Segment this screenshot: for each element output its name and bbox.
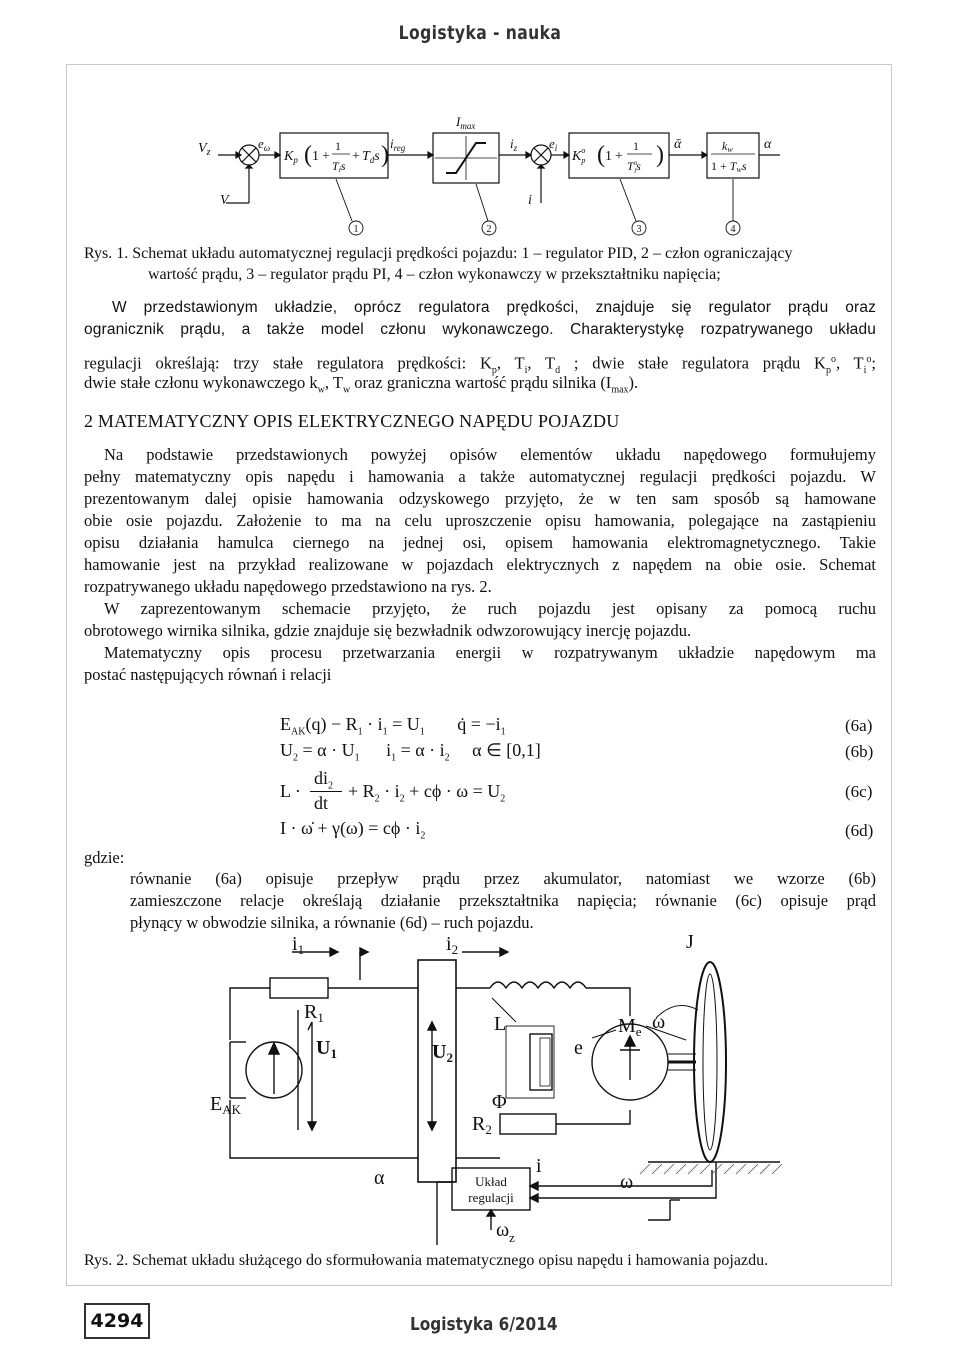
sub-kpo: p — [825, 364, 831, 376]
para1-l4a: dwie stałe członu wykonawczego k — [84, 373, 318, 392]
eq6c-rest-group — [348, 781, 505, 805]
sub-ti: i — [524, 364, 528, 376]
pi-ti-sub: i — [634, 167, 637, 175]
svg-text:): ) — [656, 142, 664, 168]
fig2-i2-sub: 2 — [451, 942, 459, 957]
pi-ti-sup: o — [633, 159, 638, 167]
label-ei-sub: i — [554, 143, 558, 153]
s2p2-line-1: W zaprezentowanym schemacie przyjęto, że ruch pojazdu jest opisany za pomocą ruchu — [104, 599, 876, 618]
pid-td-s: s — [374, 149, 380, 164]
svg-text:Kop — [571, 146, 585, 165]
para1-l3c: , T — [527, 353, 556, 373]
pid-num: 1 — [335, 139, 341, 153]
marker-1: 1 — [353, 224, 359, 235]
label-imax: I — [456, 114, 461, 129]
s2p1-line-3: prezentowanym dalej opisie hamowania odzyskowego przyjęto, że w ten sam sposób są hamowane — [84, 489, 876, 508]
eq6b-u1: 1 — [354, 752, 360, 764]
pid-td: T — [362, 149, 370, 164]
fig2-eak-sub: AK — [222, 1102, 241, 1117]
label-iz: i — [510, 136, 514, 151]
svg-text:iz — [510, 136, 518, 153]
fig2-omega: ω — [620, 1171, 634, 1193]
para1-l3a: regulacji określają: trzy stałe regulatora prędkości: K — [84, 353, 492, 373]
exec-tw-sub: w — [736, 165, 742, 174]
sub-kp: p — [491, 364, 497, 376]
eq6a-u1: 1 — [419, 726, 425, 738]
equation-6a — [280, 714, 506, 738]
svg-text:U2 — [432, 1041, 453, 1065]
para1-l4c: oraz graniczna wartość prądu silnika (I — [350, 373, 612, 392]
label-ew-sub: ω — [263, 143, 271, 153]
para1-l3d: ; dwie stałe regulatora prądu K — [560, 353, 826, 373]
svg-text:+: + — [322, 149, 330, 164]
svg-text:Me — [618, 1015, 642, 1039]
fig2-uklad-2: regulacji — [468, 1190, 514, 1205]
fig2-l: L — [494, 1013, 507, 1035]
section-2-body — [84, 444, 876, 686]
label-vz: V — [198, 141, 207, 156]
eq-number-6b: (6b) — [845, 742, 874, 761]
s2p3-line-2: postać następujących równań i relacji — [84, 665, 332, 684]
pi-kp: K — [572, 149, 582, 164]
marker-3: 3 — [636, 224, 642, 235]
eq6c-r2: 2 — [374, 793, 380, 805]
para1-l4d: ). — [628, 373, 639, 392]
fig2-omega-z-sub: z — [509, 1230, 515, 1245]
svg-text:EAK — [210, 1093, 242, 1117]
para1-line-2: ogranicznik prądu, a także model członu wykonawczego. Charakterystykę rozpatrywanego układu — [84, 321, 876, 338]
svg-text:Tds — [362, 149, 380, 165]
svg-text:R2 — [472, 1113, 492, 1137]
fig2-i: i — [536, 1155, 542, 1177]
eq6a-i1: 1 — [382, 726, 388, 738]
marker-4: 4 — [730, 224, 736, 235]
s2p1-line-6: hamowanie jest na przykład realizowane w pojazdach elektrycznych z napędem na obie osie. Schemat — [84, 555, 876, 574]
pid-kp-sub: p — [293, 155, 298, 165]
fig2-i1: i — [292, 933, 298, 955]
gdzie-line-2: zamieszczone relacje określają działanie przekształtnika napięcia; równanie (6c) opisuje prąd — [130, 891, 876, 910]
fig2-e: e — [574, 1037, 583, 1059]
fig2-u2-sub: 2 — [446, 1050, 453, 1065]
s2p1-line-4: obie osie pojazdu. Założenie to ma na celu uproszczenie opisu hamowania, polegające na zastąpieniu — [84, 511, 876, 530]
eq6b-i2: 2 — [444, 752, 450, 764]
label-ei: e — [549, 136, 555, 151]
fig2-omega-z: ω — [496, 1219, 510, 1241]
eq6a-eq: = U — [387, 714, 420, 734]
svg-text:ei — [549, 136, 558, 153]
fig2-u1: U — [316, 1037, 331, 1059]
para1-l3e: , T — [835, 353, 864, 373]
eq-number-6d: (6d) — [845, 821, 874, 840]
s2p1-line-1: Na podstawie przedstawionych powyżej opisów elementów układu napędowego formułujemy — [104, 445, 876, 464]
pid-ti-sub: i — [338, 165, 341, 174]
label-alpha: α — [764, 137, 772, 152]
eq6c-numerator — [314, 768, 333, 792]
figure-1-caption-line-1: Rys. 1. Schemat układu automatycznej regulacji prędkości pojazdu: 1 – regulator PID, 2 – człon ograniczający — [84, 245, 793, 262]
label-ireg: i — [390, 136, 394, 151]
s2p2-line-2: obrotowego wirnika silnika, gdzie znajduje się bezwładnik odwzorowujący inercję pojazdu. — [84, 621, 692, 640]
svg-text:ireg — [390, 136, 406, 153]
svg-text:Tois — [627, 159, 641, 175]
label-alpha-bar: ᾱ — [674, 137, 682, 152]
para1-line-4 — [84, 372, 876, 401]
pi-kp-sub: p — [581, 156, 586, 165]
s2p1-line-5: opisu działania hamulca ciernego na jednej osi, opisem hamowania elektromagnetycznego. Takie — [84, 533, 876, 552]
sub-kw: w — [317, 384, 325, 396]
sup-tio: o — [866, 354, 872, 365]
fig2-u1-sub: 1 — [330, 1046, 337, 1061]
eq6c-u2: 2 — [500, 793, 506, 805]
pi-s: s — [636, 159, 641, 173]
eq6b-mid: = α · U — [298, 740, 355, 760]
eq6b-imid: = α · i — [396, 740, 445, 760]
eq6c-rest2: · i — [379, 781, 400, 801]
sub-tio: i — [863, 364, 867, 376]
eq6c-den: dt — [314, 793, 329, 813]
svg-text:ωz — [496, 1219, 515, 1245]
label-ireg-sub: reg — [393, 143, 406, 153]
eq6a-r1: 1 — [357, 726, 363, 738]
svg-text:(: ( — [597, 142, 605, 168]
pid-s: s — [340, 159, 346, 173]
svg-text:R1 — [304, 1001, 324, 1025]
pid-one: 1 — [312, 149, 319, 164]
label-ew: e — [258, 136, 264, 151]
fig2-i1-sub: 1 — [297, 942, 305, 957]
svg-text:): ) — [381, 142, 389, 168]
s2p3-line-1: Matematyczny opis procesu przetwarzania energii w rozpatrywanym układzie napędowym ma — [104, 643, 876, 662]
svg-text:Vz — [198, 141, 211, 158]
pid-td-sub: d — [369, 155, 375, 165]
svg-text:(: ( — [304, 142, 312, 168]
label-vz-sub: z — [206, 147, 211, 158]
journal-section-header: Logistyka - nauka — [398, 22, 562, 44]
footer-issue: Logistyka 6/2014 — [410, 1314, 558, 1335]
eq6b-u: U — [280, 740, 293, 760]
eq6a-q: q̇ = −i — [457, 714, 501, 734]
eq6b-i: i — [386, 740, 392, 760]
gdzie-line-3: płynący w obwodzie silnika, a równanie (6d) – ruch pojazdu. — [130, 913, 534, 932]
figure-1-caption-line-2: wartość prądu, 3 – regulator prądu PI, 4 – człon wykonawczy w przekształtniku napięcia; — [148, 266, 721, 283]
eq6a-e-sub: AK — [291, 726, 306, 738]
eq6a-e: E — [280, 714, 291, 734]
eq6b-i1: 1 — [391, 752, 397, 764]
svg-text:i2 — [446, 933, 458, 957]
para1-l3f: ; — [871, 353, 877, 373]
figure-2-drive-schematic — [200, 930, 790, 1245]
sub-td: d — [555, 364, 561, 376]
figure-1-block-diagram — [180, 108, 780, 240]
eq6d-sub: 2 — [420, 830, 426, 842]
s2p1-line-7: rozpatrywanego układu napędowego przedstawiono na rys. 2. — [84, 577, 492, 596]
svg-text:Kp — [283, 149, 298, 165]
marker-2: 2 — [486, 224, 492, 235]
pi-one: 1 — [605, 149, 612, 164]
page-number-box: 4294 — [84, 1303, 150, 1339]
fig2-r1-sub: 1 — [317, 1010, 324, 1025]
svg-text:i1 — [292, 933, 304, 957]
label-iz-sub: z — [513, 143, 518, 153]
exec-kw: k — [722, 139, 728, 153]
fig2-r2: R — [472, 1113, 486, 1135]
equation-6b — [280, 740, 541, 764]
pid-kp: K — [284, 149, 294, 164]
svg-text:Tis — [332, 159, 346, 174]
fig2-uklad-1: Układ — [475, 1174, 507, 1189]
pid-ti: T — [332, 159, 339, 173]
s2p1-line-2: pełny matematyczny opis napędu i hamowania a także automatycznej regulacji prędkości pojazdu. W — [84, 467, 876, 486]
svg-text:eω — [258, 136, 270, 153]
equation-6d — [280, 818, 425, 842]
exec-one: 1 — [711, 159, 717, 173]
eq6c-rest: + R — [348, 781, 375, 801]
label-imax-sub: max — [460, 121, 476, 131]
gdzie-line-1: równanie (6a) opisuje przepływ prądu przez akumulator, natomiast we wzorze (6b) — [130, 869, 876, 888]
sub-imax: max — [611, 384, 629, 396]
eq-number-6c: (6c) — [845, 782, 873, 801]
svg-text:+: + — [615, 149, 623, 164]
fig2-r1: R — [304, 1001, 318, 1023]
eq6b-u2: 2 — [293, 752, 298, 764]
svg-text:Imax — [455, 114, 475, 131]
gdzie-label: gdzie: — [84, 848, 125, 867]
fig2-phi: Φ — [492, 1091, 507, 1113]
figure-2-caption: Rys. 2. Schemat układu służącego do sformułowania matematycznego opisu napędu i hamowania pojazdu. — [84, 1252, 769, 1269]
sup-kpo: o — [830, 354, 836, 365]
fig2-eak: E — [210, 1093, 223, 1115]
exec-kw-sub: w — [727, 145, 733, 154]
pi-kp-sup: o — [581, 146, 586, 155]
fig2-me: M — [618, 1015, 636, 1037]
eq6d-main: I · ω̇ + γ(ω) = cϕ · i — [280, 818, 421, 838]
fig2-me-sub: e — [635, 1024, 642, 1039]
fig2-i2: i — [446, 933, 452, 955]
fig2-j: J — [686, 931, 694, 953]
fig2-u2: U — [432, 1041, 447, 1063]
exec-tw: T — [729, 159, 737, 173]
eq6c-rest3: + cϕ · ω = U — [404, 781, 501, 801]
section-2-heading: 2 MATEMATYCZNY OPIS ELEKTRYCZNEGO NAPĘDU POJAZDU — [84, 411, 620, 431]
para1-l4b: , T — [324, 373, 343, 392]
eq6c-num-sub: 2 — [328, 780, 334, 792]
svg-text:1 + Tws: 1 + Tws — [711, 159, 747, 174]
eq6c-l: L · — [280, 781, 301, 801]
eq6c-i2: 2 — [399, 793, 405, 805]
fig2-r2-sub: 2 — [485, 1122, 492, 1137]
eq6c-num: di — [314, 768, 329, 788]
exec-s: s — [741, 159, 747, 173]
eq6a-mid: (q) − R — [305, 714, 358, 734]
pi-ti: T — [627, 159, 634, 173]
fig2-omega-top: ω — [652, 1011, 666, 1033]
sub-tw: w — [342, 384, 351, 396]
label-v: V — [220, 193, 229, 208]
svg-text:U1 — [316, 1037, 337, 1061]
eq-number-6a: (6a) — [845, 716, 873, 735]
gdzie-body — [130, 868, 876, 934]
label-i: i — [528, 193, 532, 208]
fig2-alpha: α — [374, 1167, 385, 1189]
pi-num: 1 — [633, 139, 639, 153]
eq6b-range: α ∈ [0,1] — [472, 740, 541, 760]
eq6a-q1: 1 — [500, 726, 506, 738]
svg-text:+: + — [352, 149, 360, 164]
eq6a-rest: · i — [362, 714, 383, 734]
para1-line-1: W przedstawionym układzie, oprócz regulatora prędkości, znajduje się regulator prądu oraz — [112, 299, 876, 316]
para1-l3b: , T — [496, 353, 525, 373]
eq6c-fraction-bar — [310, 791, 342, 792]
svg-text:kw — [722, 139, 733, 154]
